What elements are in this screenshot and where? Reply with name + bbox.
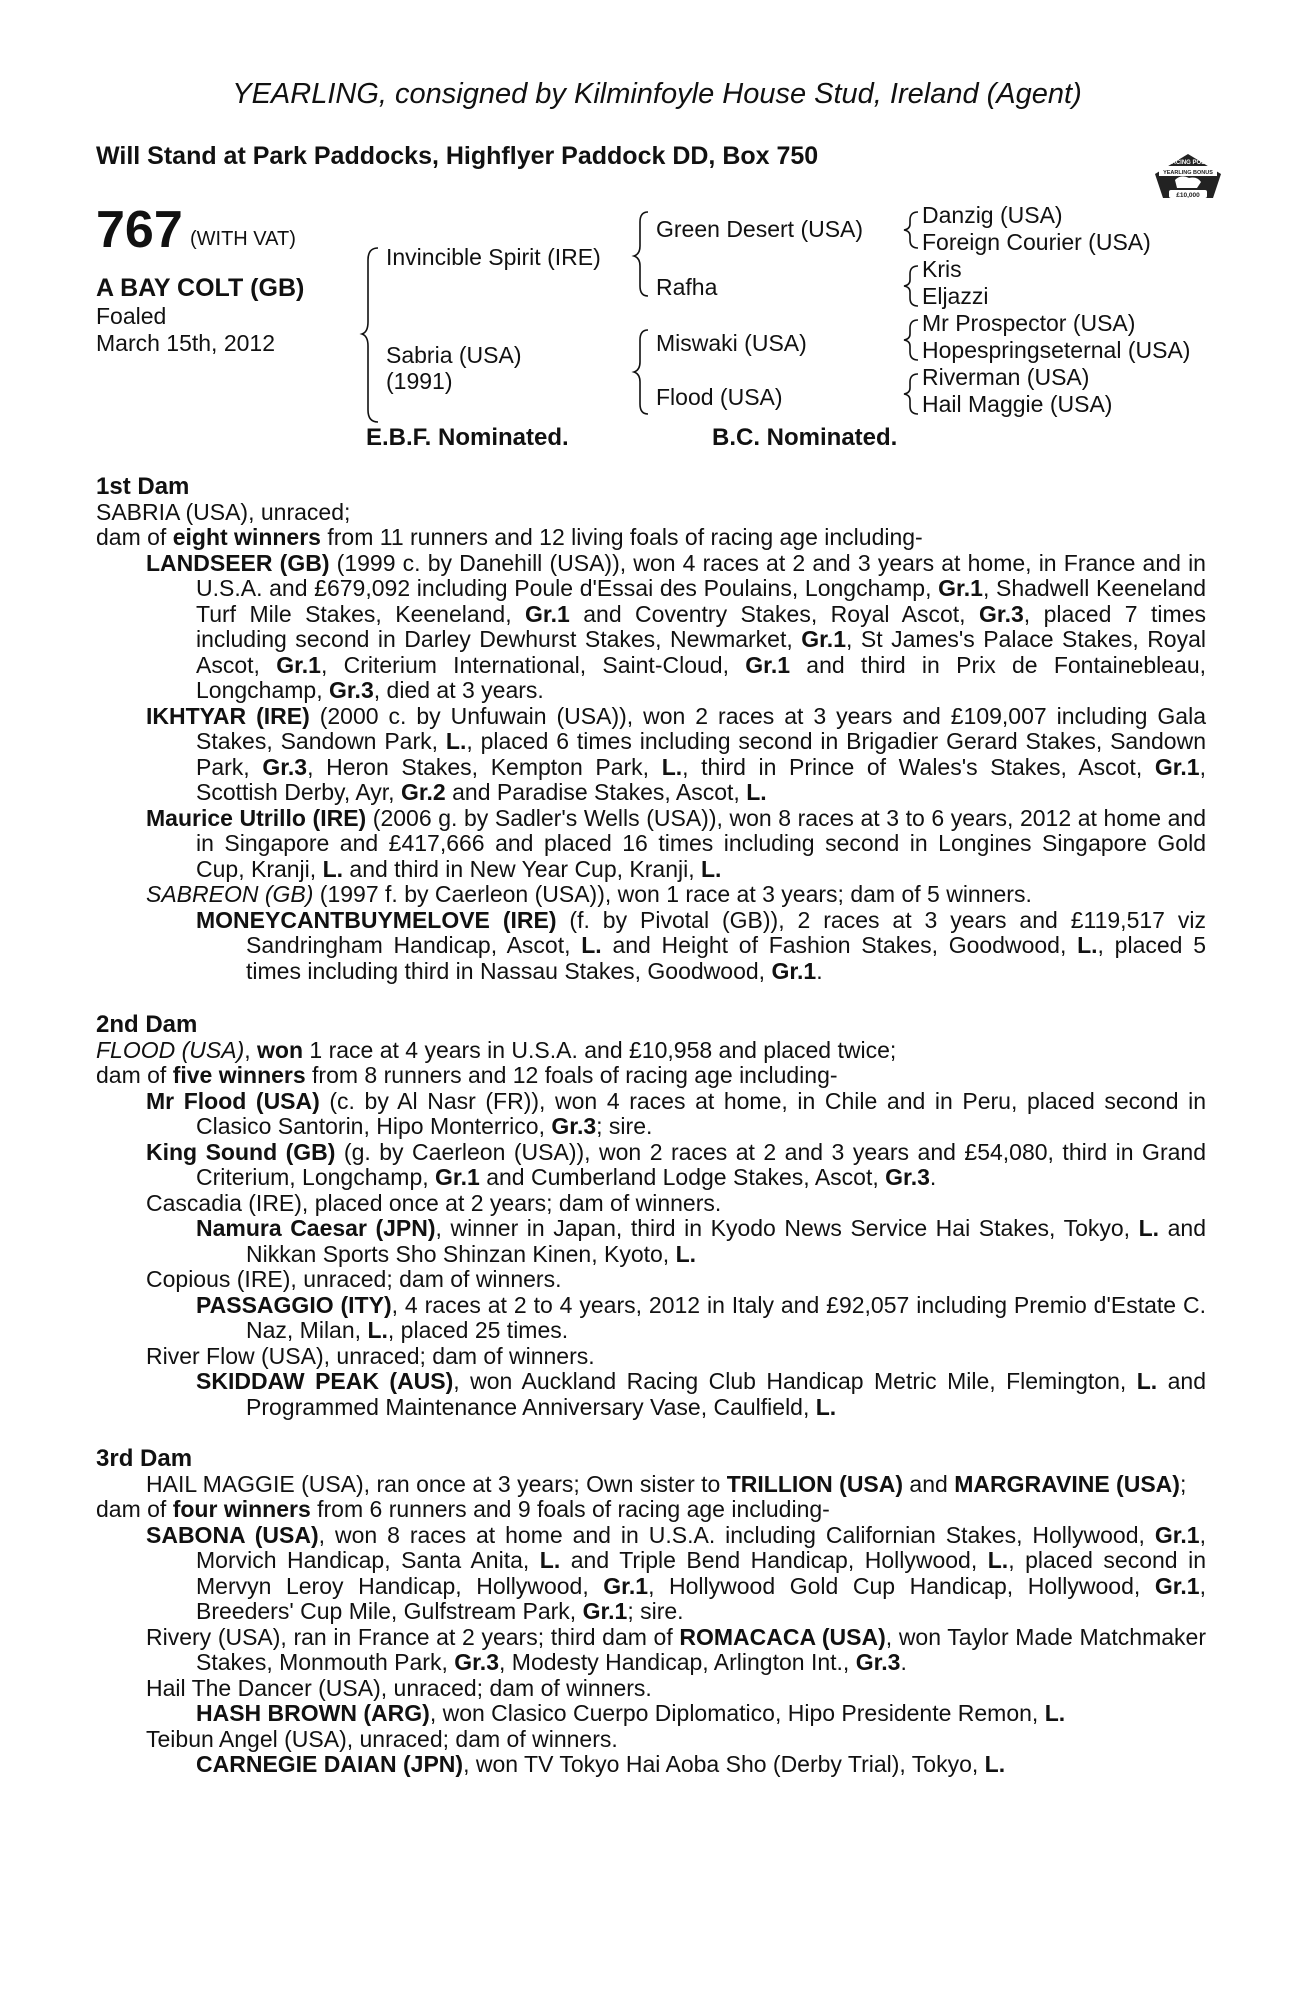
first-dam-dam-of: dam of eight winners from 11 runners and 12 living foals of racing age including- <box>96 524 923 550</box>
list-item: SABREON (GB) (1997 f. by Caerleon (USA)), won 1 race at 3 years; dam of 5 winners. <box>146 881 1032 907</box>
pedigree-dss: Mr Prospector (USA) <box>922 310 1136 336</box>
list-item: SKIDDAW PEAK (AUS), won Auckland Racing Club Handicap Metric Mile, Flemington, L. and Programmed Maintenance Anniversary Vase, Caulfield, L. <box>196 1368 1206 1420</box>
first-dam-section <box>96 474 1206 984</box>
pedigree-ds: Miswaki (USA) <box>656 330 807 356</box>
second-dam-heading: 2nd Dam <box>96 1011 198 1038</box>
pedigree-sdd: Eljazzi <box>922 283 989 309</box>
third-dam-intro: HAIL MAGGIE (USA), ran once at 3 years; Own sister to TRILLION (USA) and MARGRAVINE (USA); <box>146 1470 1187 1497</box>
pedigree-dam: Sabria (USA) <box>386 342 522 368</box>
bc-nominated: B.C. Nominated. <box>712 424 898 451</box>
list-item: Hail The Dancer (USA), unraced; dam of winners. <box>146 1674 652 1701</box>
third-dam-dam-of: dam of four winners from 6 runners and 9 foals of racing age including- <box>96 1496 830 1522</box>
page-title: YEARLING, consigned by Kilminfoyle House Stud, Ireland (Agent) <box>232 78 1082 110</box>
lot-number: 767 <box>96 201 183 259</box>
list-item: Mr Flood (USA) (c. by Al Nasr (FR)), won 4 races at home, in Chile and in Peru, placed second in Clasico Santorin, Hipo Monterrico, Gr.3; sire. <box>146 1087 1207 1139</box>
third-dam-section <box>96 1446 1206 1778</box>
list-item: MONEYCANTBUYMELOVE (IRE) (f. by Pivotal (GB)), 2 races at 3 years and £119,517 viz Sandringham Handicap, Ascot, L. and Height of Fashion Stakes, Goodwood, L., placed 5 times including third in Nassau Stakes, Goodwood, Gr.1. <box>196 906 1206 984</box>
ebf-nominated: E.B.F. Nominated. <box>366 424 569 451</box>
list-item: River Flow (USA), unraced; dam of winners. <box>146 1342 595 1369</box>
second-dam-dam-of: dam of five winners from 8 runners and 12 foals of racing age including- <box>96 1062 838 1088</box>
list-item: Cascadia (IRE), placed once at 2 years; dam of winners. <box>146 1189 722 1216</box>
list-item: SABONA (USA), won 8 races at home and in U.S.A. including Californian Stakes, Hollywood, Gr.1, Morvich Handicap, Santa Anita, L. and Triple Bend Handicap, Hollywood, L., placed second in Mervyn Leroy Handicap, Hollywood, Gr.1, Hollywood Gold Cup Handicap, Hollywood, Gr.1, Breeders' Cup Mile, Gulfstream Park, Gr.1; sire. <box>146 1521 1206 1624</box>
pedigree-dds: Riverman (USA) <box>922 364 1090 390</box>
list-item: Maurice Utrillo (IRE) (2006 g. by Sadler's Wells (USA)), won 8 races at 3 to 6 years, 2012 at home and in Singapore and £417,666 and placed 16 times including second in Longines Singapore Gold Cup, Kranji, L. and third in New Year Cup, Kranji, L. <box>146 804 1206 882</box>
pedigree-dsd: Hopespringseternal (USA) <box>922 337 1191 363</box>
pedigree-sd: Rafha <box>656 274 718 300</box>
pedigree-ddd: Hail Maggie (USA) <box>922 391 1113 417</box>
badge-mid-text: YEARLING BONUS <box>1163 170 1213 176</box>
list-item: CARNEGIE DAIAN (JPN), won TV Tokyo Hai Aoba Sho (Derby Trial), Tokyo, L. <box>196 1751 1006 1777</box>
third-dam-heading: 3rd Dam <box>96 1445 193 1472</box>
lot-description: A BAY COLT (GB) <box>96 274 305 302</box>
pedigree-dd: Flood (USA) <box>656 384 783 410</box>
pedigree-dam-year: (1991) <box>386 368 453 394</box>
badge-bottom-text: £10,000 <box>1176 192 1200 199</box>
pedigree-sds: Kris <box>922 256 962 282</box>
first-dam-heading: 1st Dam <box>96 473 190 500</box>
first-dam-intro: SABRIA (USA), unraced; <box>96 498 351 525</box>
second-dam-section <box>96 1012 1206 1420</box>
foaled-date: March 15th, 2012 <box>96 330 276 356</box>
list-item: Copious (IRE), unraced; dam of winners. <box>146 1266 562 1292</box>
pedigree-sire: Invincible Spirit (IRE) <box>386 244 601 270</box>
list-item: King Sound (GB) (g. by Caerleon (USA)), won 2 races at 2 and 3 years and £54,080, third in Grand Criterium, Longchamp, Gr.1 and Cumberland Lodge Stakes, Ascot, Gr.3. <box>146 1138 1206 1190</box>
list-item: HASH BROWN (ARG), won Clasico Cuerpo Diplomatico, Hipo Presidente Remon, L. <box>196 1700 1066 1726</box>
pedigree-sss: Danzig (USA) <box>922 202 1063 228</box>
pedigree-ss: Green Desert (USA) <box>656 216 864 242</box>
second-dam-intro: FLOOD (USA), won 1 race at 4 years in U.S.A. and £10,958 and placed twice; <box>96 1036 897 1063</box>
list-item: Teibun Angel (USA), unraced; dam of winners. <box>146 1725 618 1752</box>
badge-top-text: RACING POST <box>1167 160 1209 166</box>
list-item: PASSAGGIO (ITY), 4 races at 2 to 4 years, 2012 in Italy and £92,057 including Premio d'Estate C. Naz, Milan, L., placed 25 times. <box>196 1291 1206 1343</box>
list-item: Rivery (USA), ran in France at 2 years; third dam of ROMACACA (USA), won Taylor Made Matchmaker Stakes, Monmouth Park, Gr.3, Modesty Handicap, Arlington Int., Gr.3. <box>146 1623 1206 1675</box>
lot-vat: (WITH VAT) <box>190 228 296 250</box>
pedigree-ssd: Foreign Courier (USA) <box>922 229 1151 255</box>
list-item: Namura Caesar (JPN), winner in Japan, third in Kyodo News Service Hai Stakes, Tokyo, L. and Nikkan Sports Sho Shinzan Kinen, Kyoto, L. <box>196 1215 1207 1267</box>
stand-location: Will Stand at Park Paddocks, Highflyer Paddock DD, Box 750 <box>96 142 819 170</box>
foaled-label: Foaled <box>96 303 167 329</box>
list-item: IKHTYAR (IRE) (2000 c. by Unfuwain (USA)), won 2 races at 3 years and £109,007 including Gala Stakes, Sandown Park, L., placed 6 times including second in Brigadier Gerard Stakes, Sandown Park, Gr.3, Heron Stakes, Kempton Park, L., third in Prince of Wales's Stakes, Ascot, Gr.1, Scottish Derby, Ayr, Gr.2 and Paradise Stakes, Ascot, L. <box>146 702 1206 805</box>
list-item: LANDSEER (GB) (1999 c. by Danehill (USA)), won 4 races at 2 and 3 years at home, in France and in U.S.A. and £679,092 including Poule d'Essai des Poulains, Longchamp, Gr.1, Shadwell Keeneland Turf Mile Stakes, Keeneland, Gr.1 and Coventry Stakes, Royal Ascot, Gr.3, placed 7 times including second in Darley Dewhurst Stakes, Newmarket, Gr.1, St James's Palace Stakes, Royal Ascot, Gr.1, Criterium International, Saint-Cloud, Gr.1 and third in Prix de Fontainebleau, Longchamp, Gr.3, died at 3 years. <box>146 549 1207 703</box>
